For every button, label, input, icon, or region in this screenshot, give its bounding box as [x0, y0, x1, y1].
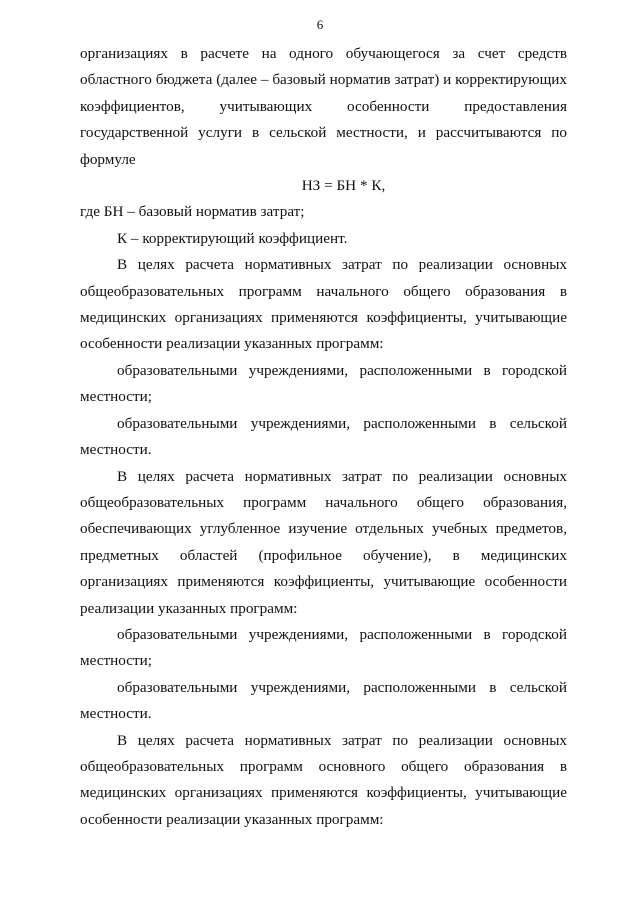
definition-k: К – корректирующий коэффициент. [117, 229, 348, 247]
paragraph-continuation: организациях в расчете на одного обучающегося за счет средств областного бюджета (далее – базовый норматив затрат) и корректирующих коэффициентов, учитывающих особенности предоставления государственной услуги в сельской местности, и рассчитываются по формуле [80, 45, 567, 168]
formula: НЗ = БН * К, [301, 177, 386, 195]
definition-bn: где БН – базовый норматив затрат; [80, 203, 305, 221]
list-item-rural: образовательными учреждениями, расположенными в сельской местности. [80, 678, 567, 723]
paragraph-basic-education: В целях расчета нормативных затрат по реализации основных общеобразовательных программ основного общего образования в медицинских организациях применяются коэффициенты, учитывающие особенности реализации указанных программ: [80, 731, 567, 828]
list-item-urban: образовательными учреждениями, расположенными в городской местности; [80, 625, 567, 670]
document-body [80, 41, 567, 833]
paragraph-primary-advanced: В целях расчета нормативных затрат по реализации основных общеобразовательных программ начального общего образования, обеспечивающих углубленное изучение отдельных учебных предметов, предметных областей (профильное обучение), в медицинских организациях применяются коэффициенты, учитывающие особенности реализации указанных программ: [80, 467, 567, 617]
list-item-rural: образовательными учреждениями, расположенными в сельской местности. [80, 414, 567, 459]
paragraph-primary-education: В целях расчета нормативных затрат по реализации основных общеобразовательных программ начального общего образования в медицинских организациях применяются коэффициенты, учитывающие особенности реализации указанных программ: [80, 256, 567, 353]
list-item-urban: образовательными учреждениями, расположенными в городской местности; [80, 361, 567, 406]
page-number: 6 [316, 17, 324, 32]
